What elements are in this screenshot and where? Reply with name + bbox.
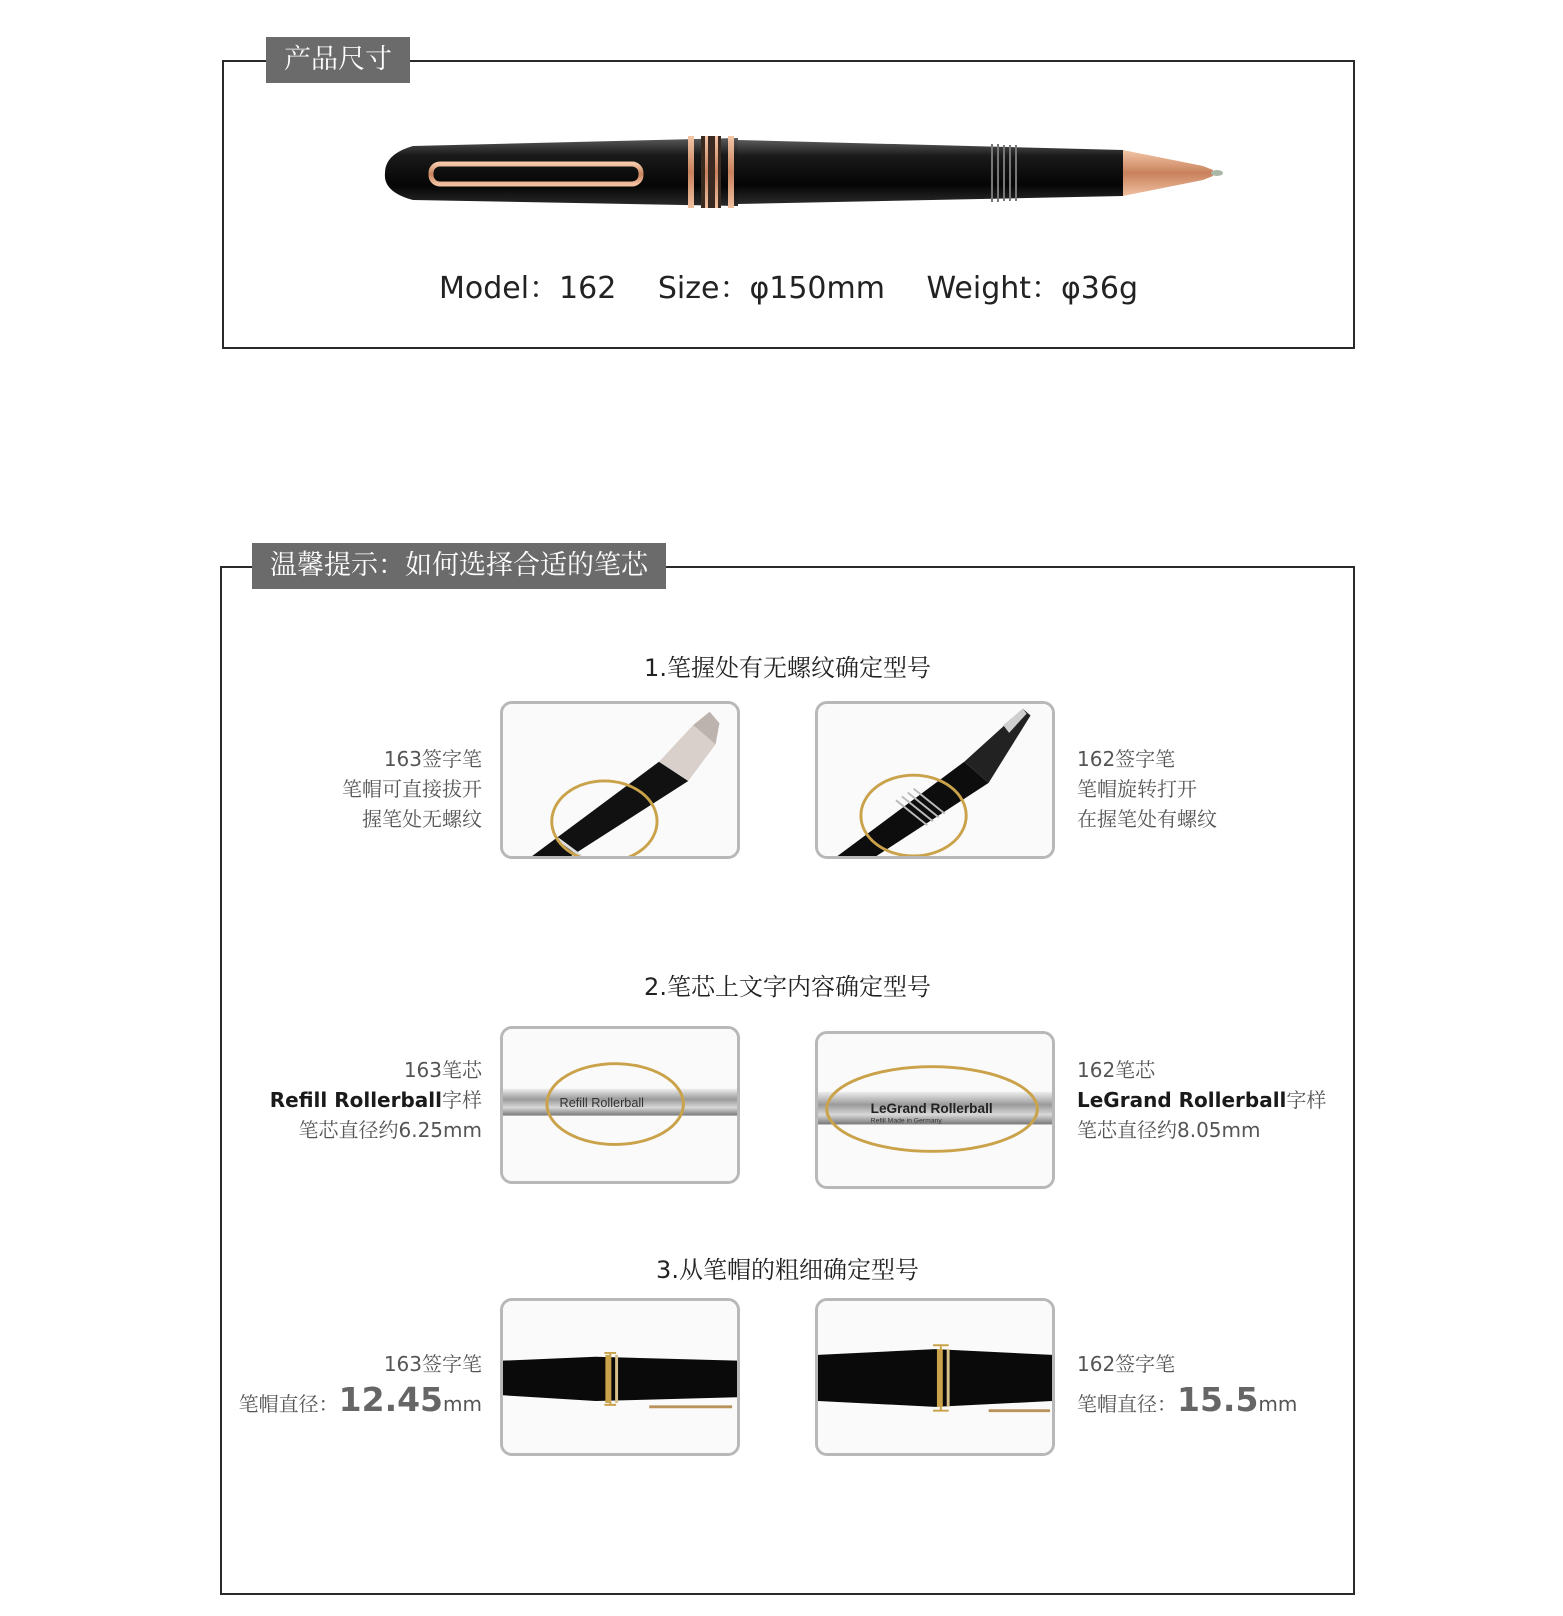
step2-title: 2.笔芯上文字内容确定型号 <box>644 973 931 1001</box>
step3-right-caption <box>1077 1346 1377 1422</box>
cap-diameter-unit: mm <box>443 1392 482 1416</box>
caption-line: 在握笔处有螺纹 <box>1077 807 1217 831</box>
cap-diameter-unit: mm <box>1258 1392 1298 1416</box>
cap-diameter-value: 12.45 <box>338 1380 444 1419</box>
cap-diameter-label: 笔帽直径： <box>238 1392 339 1416</box>
step1-right-caption <box>1077 744 1377 834</box>
caption-line <box>1077 1382 1377 1422</box>
refill-print-text: Refill Rollerball <box>559 1095 645 1110</box>
caption-line: 162签字笔 <box>1077 1352 1176 1376</box>
cap-diameter-value: 15.5 <box>1177 1380 1259 1419</box>
cap-diameter-label: 笔帽直径： <box>1077 1392 1177 1416</box>
caption-line <box>232 1085 482 1115</box>
step2-left-photo <box>500 1026 740 1184</box>
caption-line: 笔芯直径约8.05mm <box>1077 1118 1261 1142</box>
step3-left-caption <box>232 1346 482 1422</box>
tips-tag: 温馨提示：如何选择合适的笔芯 <box>252 543 666 589</box>
caption-line: 162笔芯 <box>1077 1058 1156 1082</box>
product-size-tag: 产品尺寸 <box>266 37 410 83</box>
step3-title: 3.从笔帽的粗细确定型号 <box>656 1256 919 1284</box>
caption-line: 笔芯直径约6.25mm <box>298 1118 482 1142</box>
caption-line: 163签字笔 <box>383 747 482 771</box>
caption-line: 笔帽旋转打开 <box>1077 777 1197 801</box>
caption-line: 163签字笔 <box>383 1352 482 1376</box>
size-spec: Size：φ150mm <box>657 271 885 306</box>
refill-print-subtext: Refill Made in Germany <box>870 1117 942 1125</box>
step3-left-photo <box>500 1298 740 1456</box>
step1-right-photo <box>815 701 1055 859</box>
caption-line: 163笔芯 <box>403 1058 482 1082</box>
caption-line: 笔帽可直接拔开 <box>342 777 482 801</box>
refill-suffix: 字样 <box>442 1088 482 1112</box>
step3-right-photo <box>815 1298 1055 1456</box>
refill-print-text: LeGrand Rollerball <box>870 1100 993 1116</box>
step1-title: 1.笔握处有无螺纹确定型号 <box>644 654 931 682</box>
refill-name: Refill Rollerball <box>269 1088 442 1112</box>
caption-line: 162签字笔 <box>1077 747 1176 771</box>
step2-right-caption <box>1077 1055 1377 1145</box>
step1-left-caption <box>232 744 482 834</box>
step2-left-caption <box>232 1055 482 1145</box>
step2-right-photo <box>815 1031 1055 1189</box>
refill-name: LeGrand Rollerball <box>1077 1088 1287 1112</box>
spec-line <box>222 263 1355 307</box>
weight-spec: Weight：φ36g <box>926 271 1139 306</box>
caption-line: 握笔处无螺纹 <box>362 807 482 831</box>
refill-suffix: 字样 <box>1286 1088 1327 1112</box>
caption-line <box>1077 1085 1377 1115</box>
step1-left-photo <box>500 701 740 859</box>
caption-line <box>232 1382 482 1422</box>
pen-product-image <box>383 126 1249 226</box>
model-spec: Model：162 <box>438 271 617 306</box>
